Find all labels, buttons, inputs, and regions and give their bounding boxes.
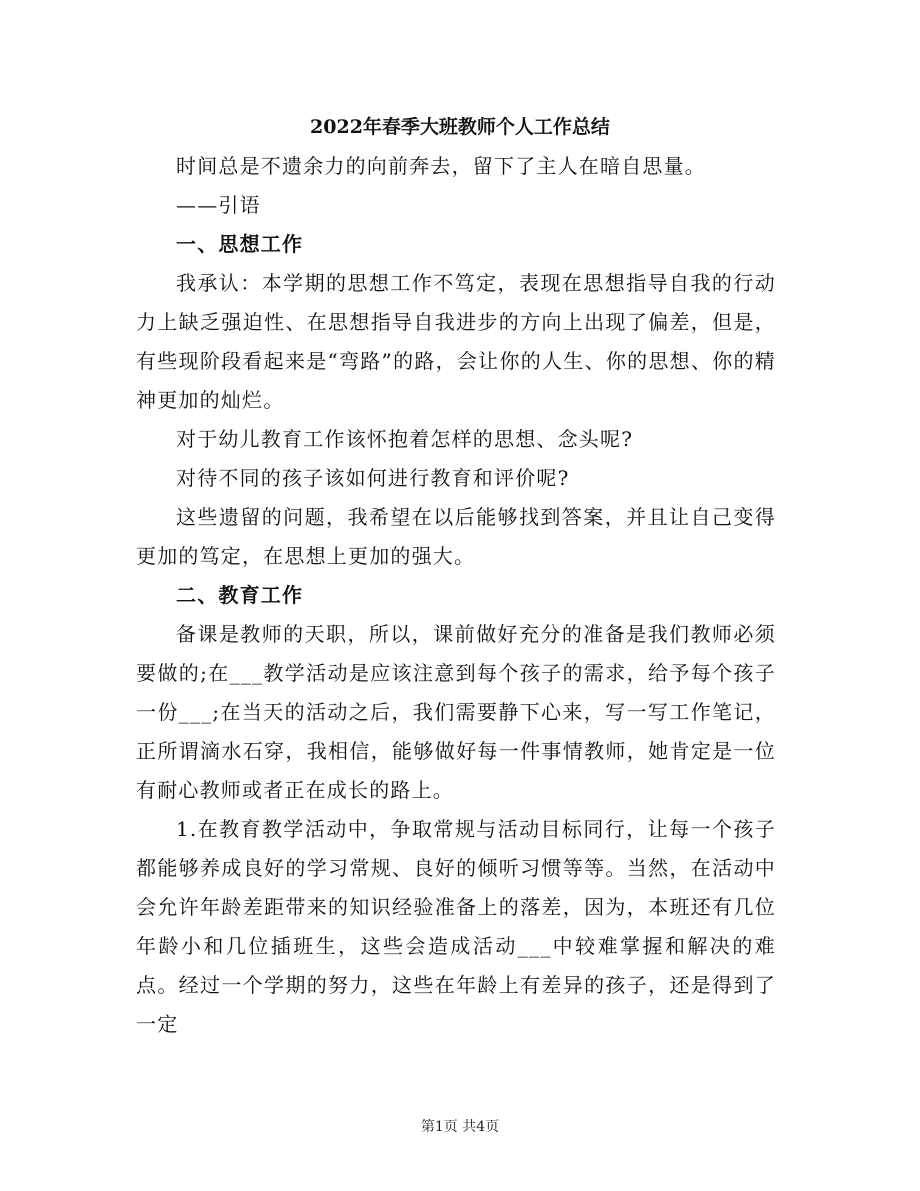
page-number-footer: 第1页 共4页: [420, 1119, 500, 1135]
paragraph-thought-conclusion: 这些遗留的问题，我希望在以后能够找到答案，并且让自己变得更加的笃定，在思想上更加的强大。: [136, 505, 776, 568]
paragraph-thought-reflection: 我承认：本学期的思想工作不笃定，表现在思想指导自我的行动力上缺乏强迫性、在思想指导自我进步的方向上出现了偏差，但是，有些现阶段看起来是“弯路”的路，会让你的人生、你的思想、你的精神更加的灿烂。: [136, 271, 776, 412]
paragraph-question-1: 对于幼儿教育工作该怀抱着怎样的思想、念头呢?: [176, 427, 634, 451]
paragraph-question-2: 对待不同的孩子该如何进行教育和评价呢?: [176, 466, 570, 490]
paragraph-lesson-preparation: 备课是教师的天职，所以，课前做好充分的准备是我们教师必须要做的;在___教学活动是应该注意到每个孩子的需求，给予每个孩子一份___;在当天的活动之后，我们需要静下心来，写一写工作笔记，正所谓滴水石穿，我相信，能够做好每一件事情教师，她肯定是一位有耐心教师或者正在成长的路上。: [136, 622, 776, 802]
quote-attribution: ——引语: [176, 193, 261, 217]
intro-quote: 时间总是不遗余力的向前奔去，留下了主人在暗自思量。: [176, 154, 706, 178]
section-heading-education-work: 二、教育工作: [176, 583, 304, 607]
section-heading-thought-work: 一、思想工作: [176, 232, 304, 256]
paragraph-item-1: 1.在教育教学活动中，争取常规与活动目标同行，让每一个孩子都能够养成良好的学习常规、良好的倾听习惯等等。当然，在活动中会允许年龄差距带来的知识经验准备上的落差，因为，本班还有几位年龄小和几位插班生，这些会造成活动___中较难掌握和解决的难点。经过一个学期的努力，这些在年龄上有差异的孩子，还是得到了一定: [136, 817, 776, 1036]
document-body: [136, 147, 776, 1044]
document-title: 2022年春季大班教师个人工作总结: [310, 116, 610, 138]
